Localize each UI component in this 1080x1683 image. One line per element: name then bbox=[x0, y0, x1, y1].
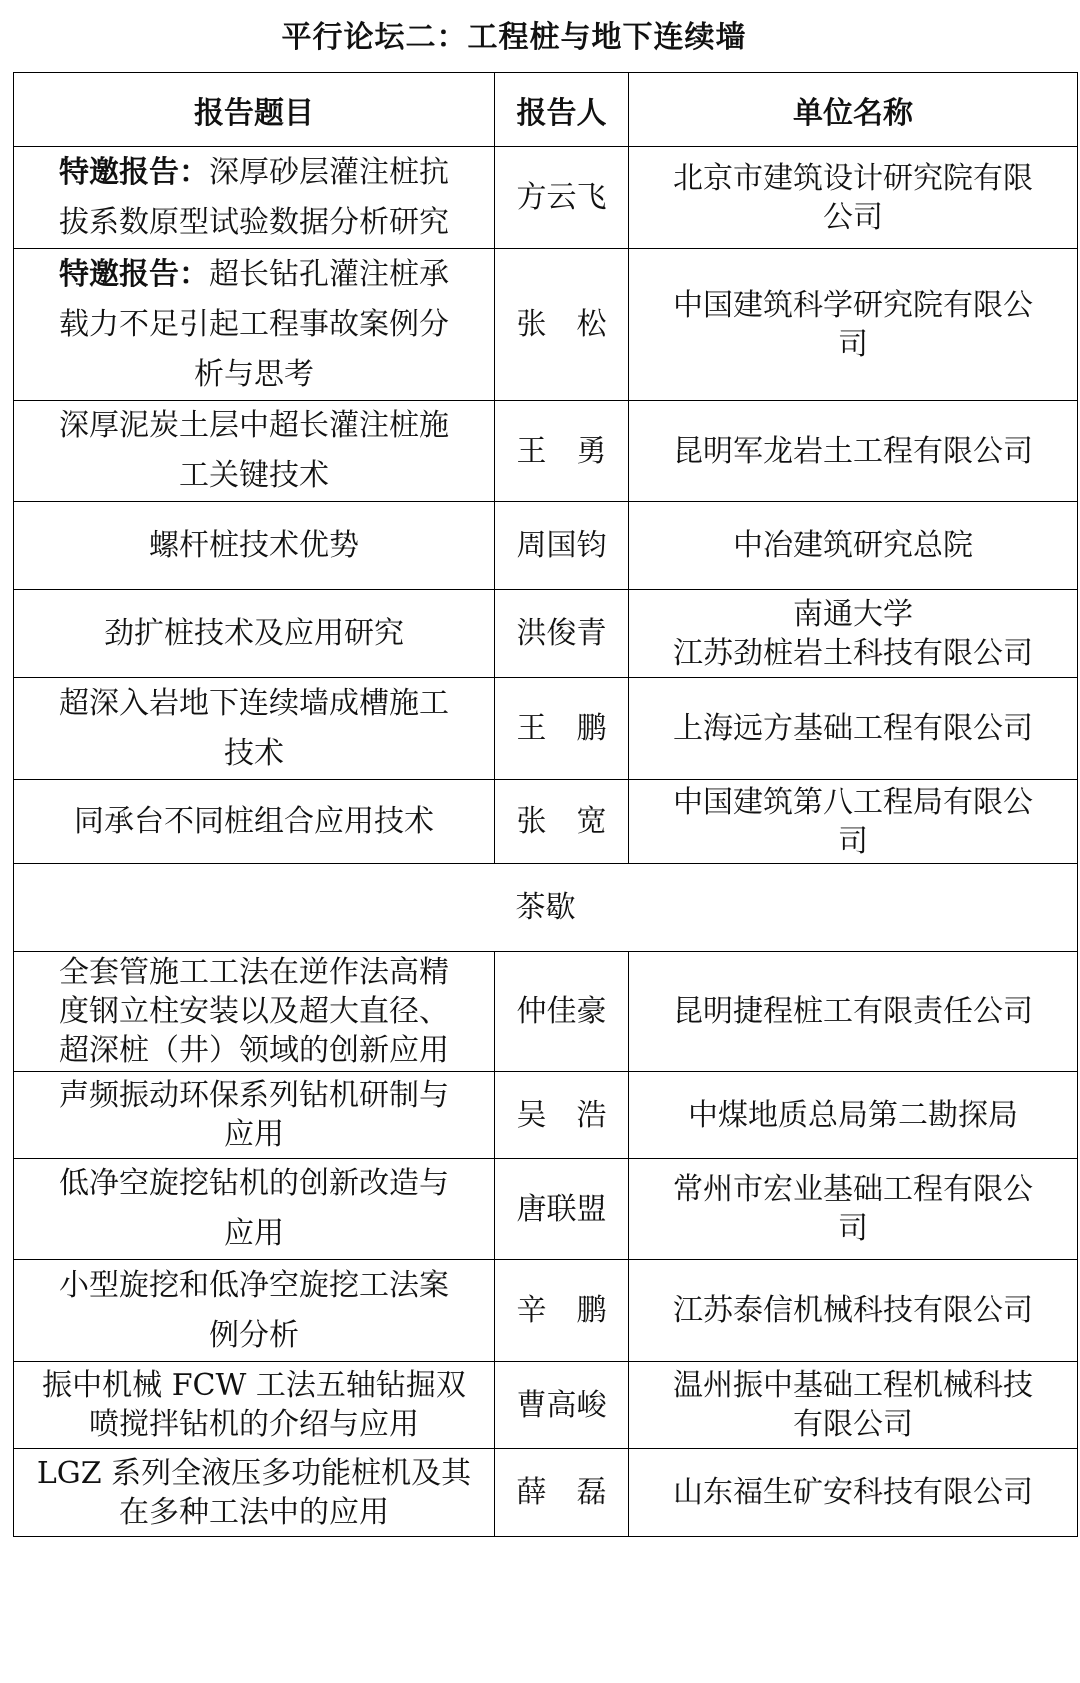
report-topic: 小型旋挖和低净空旋挖工法案 例分析 bbox=[14, 1260, 495, 1362]
speaker-name: 洪俊青 bbox=[495, 590, 629, 678]
report-topic: 振中机械 FCW 工法五轴钻掘双 喷搅拌钻机的介绍与应用 bbox=[14, 1362, 495, 1449]
organization-name: 中煤地质总局第二勘探局 bbox=[629, 1072, 1078, 1159]
table-row bbox=[14, 780, 1078, 864]
table-row bbox=[14, 1260, 1078, 1362]
speaker-name: 王 勇 bbox=[495, 401, 629, 502]
speaker-name: 曹高峻 bbox=[495, 1362, 629, 1449]
report-topic bbox=[14, 147, 495, 249]
organization-name: 中冶建筑研究总院 bbox=[629, 502, 1078, 590]
table-row bbox=[14, 502, 1078, 590]
table-row bbox=[14, 952, 1078, 1072]
organization-name: 昆明军龙岩土工程有限公司 bbox=[629, 401, 1078, 502]
page-title: 平行论坛二：工程桩与地下连续墙 bbox=[281, 20, 747, 55]
program-table bbox=[13, 72, 1078, 1537]
organization-name: 温州振中基础工程机械科技 有限公司 bbox=[629, 1362, 1078, 1449]
invited-label: 特邀报告： bbox=[59, 154, 209, 190]
speaker-name: 张 松 bbox=[495, 249, 629, 401]
report-topic: 全套管施工工法在逆作法高精 度钢立柱安装以及超大直径、 超深桩（井）领域的创新应用 bbox=[14, 952, 495, 1072]
organization-name: 江苏泰信机械科技有限公司 bbox=[629, 1260, 1078, 1362]
table-row bbox=[14, 1362, 1078, 1449]
speaker-name: 仲佳豪 bbox=[495, 952, 629, 1072]
organization-name: 中国建筑科学研究院有限公 司 bbox=[629, 249, 1078, 401]
speaker-name: 王 鹏 bbox=[495, 678, 629, 780]
organization-name: 常州市宏业基础工程有限公 司 bbox=[629, 1159, 1078, 1260]
report-topic: 超深入岩地下连续墙成槽施工 技术 bbox=[14, 678, 495, 780]
table-row bbox=[14, 1072, 1078, 1159]
organization-name: 南通大学 江苏劲桩岩土科技有限公司 bbox=[629, 590, 1078, 678]
organization-name: 上海远方基础工程有限公司 bbox=[629, 678, 1078, 780]
speaker-name: 周国钧 bbox=[495, 502, 629, 590]
speaker-name: 方云飞 bbox=[495, 147, 629, 249]
report-topic: LGZ 系列全液压多功能桩机及其 在多种工法中的应用 bbox=[14, 1449, 495, 1537]
table-row bbox=[14, 147, 1078, 249]
report-topic: 深厚泥炭土层中超长灌注桩施 工关键技术 bbox=[14, 401, 495, 502]
header-topic: 报告题目 bbox=[14, 73, 495, 147]
report-topic: 声频振动环保系列钻机研制与 应用 bbox=[14, 1072, 495, 1159]
table-header-row bbox=[14, 73, 1078, 147]
speaker-name: 唐联盟 bbox=[495, 1159, 629, 1260]
table-row bbox=[14, 590, 1078, 678]
organization-name: 北京市建筑设计研究院有限 公司 bbox=[629, 147, 1078, 249]
speaker-name: 辛 鹏 bbox=[495, 1260, 629, 1362]
report-title: 深厚砂层灌注桩抗 拔系数原型试验数据分析研究 bbox=[59, 154, 449, 240]
report-title: 超长钻孔灌注桩承 载力不足引起工程事故案例分 析与思考 bbox=[59, 256, 449, 392]
header-org: 单位名称 bbox=[629, 73, 1078, 147]
organization-name: 中国建筑第八工程局有限公 司 bbox=[629, 780, 1078, 864]
organization-name: 山东福生矿安科技有限公司 bbox=[629, 1449, 1078, 1537]
speaker-name: 吴 浩 bbox=[495, 1072, 629, 1159]
tea-break-row bbox=[14, 864, 1078, 952]
table-row bbox=[14, 678, 1078, 780]
table-row bbox=[14, 249, 1078, 401]
speaker-name: 张 宽 bbox=[495, 780, 629, 864]
table-row bbox=[14, 1449, 1078, 1537]
organization-name: 昆明捷程桩工有限责任公司 bbox=[629, 952, 1078, 1072]
report-topic: 同承台不同桩组合应用技术 bbox=[14, 780, 495, 864]
report-topic: 低净空旋挖钻机的创新改造与 应用 bbox=[14, 1159, 495, 1260]
speaker-name: 薛 磊 bbox=[495, 1449, 629, 1537]
table-row bbox=[14, 401, 1078, 502]
tea-break-label: 茶歇 bbox=[14, 864, 1078, 952]
table-row bbox=[14, 1159, 1078, 1260]
invited-label: 特邀报告： bbox=[59, 256, 209, 292]
report-topic: 螺杆桩技术优势 bbox=[14, 502, 495, 590]
report-topic: 劲扩桩技术及应用研究 bbox=[14, 590, 495, 678]
header-speaker: 报告人 bbox=[495, 73, 629, 147]
report-topic bbox=[14, 249, 495, 401]
